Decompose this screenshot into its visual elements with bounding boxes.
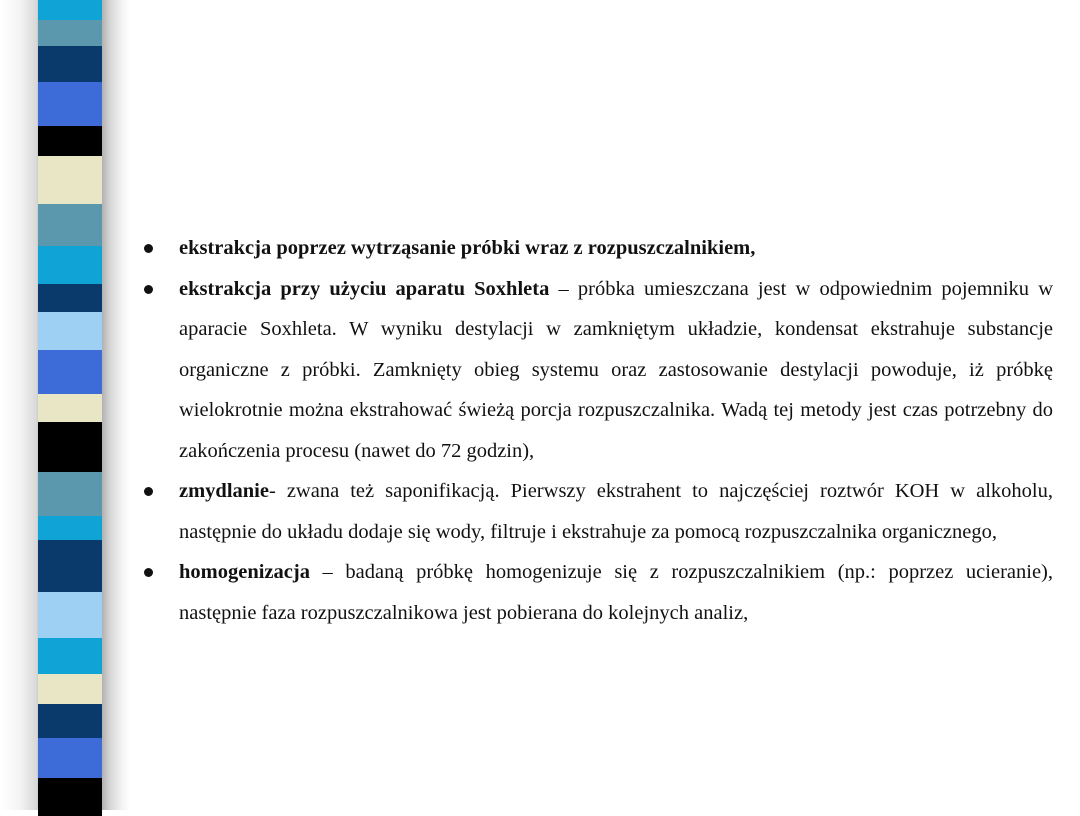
stripe-band [38,156,102,204]
item-text: – próbka umieszczana jest w odpowiednim pojemniku w aparacie Soxhleta. W wyniku destylacji w zamkniętym układzie, kondensat ekstrahuje substancje organiczne z próbki. Zamknięty obieg systemu oraz zastosowanie destylacji powoduje, iż próbkę wielokrotnie można ekstrahować świeżą porcja rozpuszczalnika. Wadą tej metody jest czas potrzebny do zakończenia procesu (nawet do 72 godzin), [179,277,1053,462]
bullet-icon [144,487,153,496]
item-term: homogenizacja [179,561,310,583]
stripe-band [38,312,102,350]
stripe-band [38,126,102,156]
stripe-band [38,704,102,738]
list-item [139,228,1053,269]
stripe-band [38,46,102,82]
stripe-band [38,638,102,674]
stripe-band [38,592,102,638]
bullet-icon [144,285,153,294]
bullet-icon [144,244,153,253]
decorative-sidebar [0,0,130,810]
item-text: - zwana też saponifikacją. Pierwszy ekstrahent to najczęściej roztwór KOH w alkoholu, następnie do układu dodaje się wody, filtruje i ekstrahuje za pomocą rozpuszczalnika organicznego, [179,480,1053,543]
item-text: – badaną próbkę homogenizuje się z rozpuszczalnikiem (np.: poprzez ucieranie), następnie faza rozpuszczalnikowa jest pobierana do kolejnych analiz, [179,561,1053,624]
stripe-band [38,674,102,704]
stripe-band [38,738,102,778]
list-item [139,552,1053,633]
bullet-icon [144,568,153,577]
list-item [139,269,1053,472]
stripe-band [38,472,102,516]
stripe-band [38,246,102,284]
decorative-stripe [38,0,102,810]
stripe-band [38,540,102,592]
stripe-band [38,204,102,246]
stripe-band [38,394,102,422]
stripe-band [38,0,102,20]
stripe-band [38,422,102,472]
item-term: zmydlanie [179,480,269,502]
item-term: ekstrakcja poprzez wytrząsanie próbki wraz z rozpuszczalnikiem, [179,237,756,259]
item-term: ekstrakcja przy użyciu aparatu Soxhleta [179,277,550,300]
stripe-band [38,778,102,816]
list-item [139,471,1053,552]
stripe-band [38,284,102,312]
stripe-band [38,516,102,540]
slide-body [139,228,1053,633]
stripe-band [38,82,102,126]
stripe-band [38,20,102,46]
stripe-band [38,350,102,394]
